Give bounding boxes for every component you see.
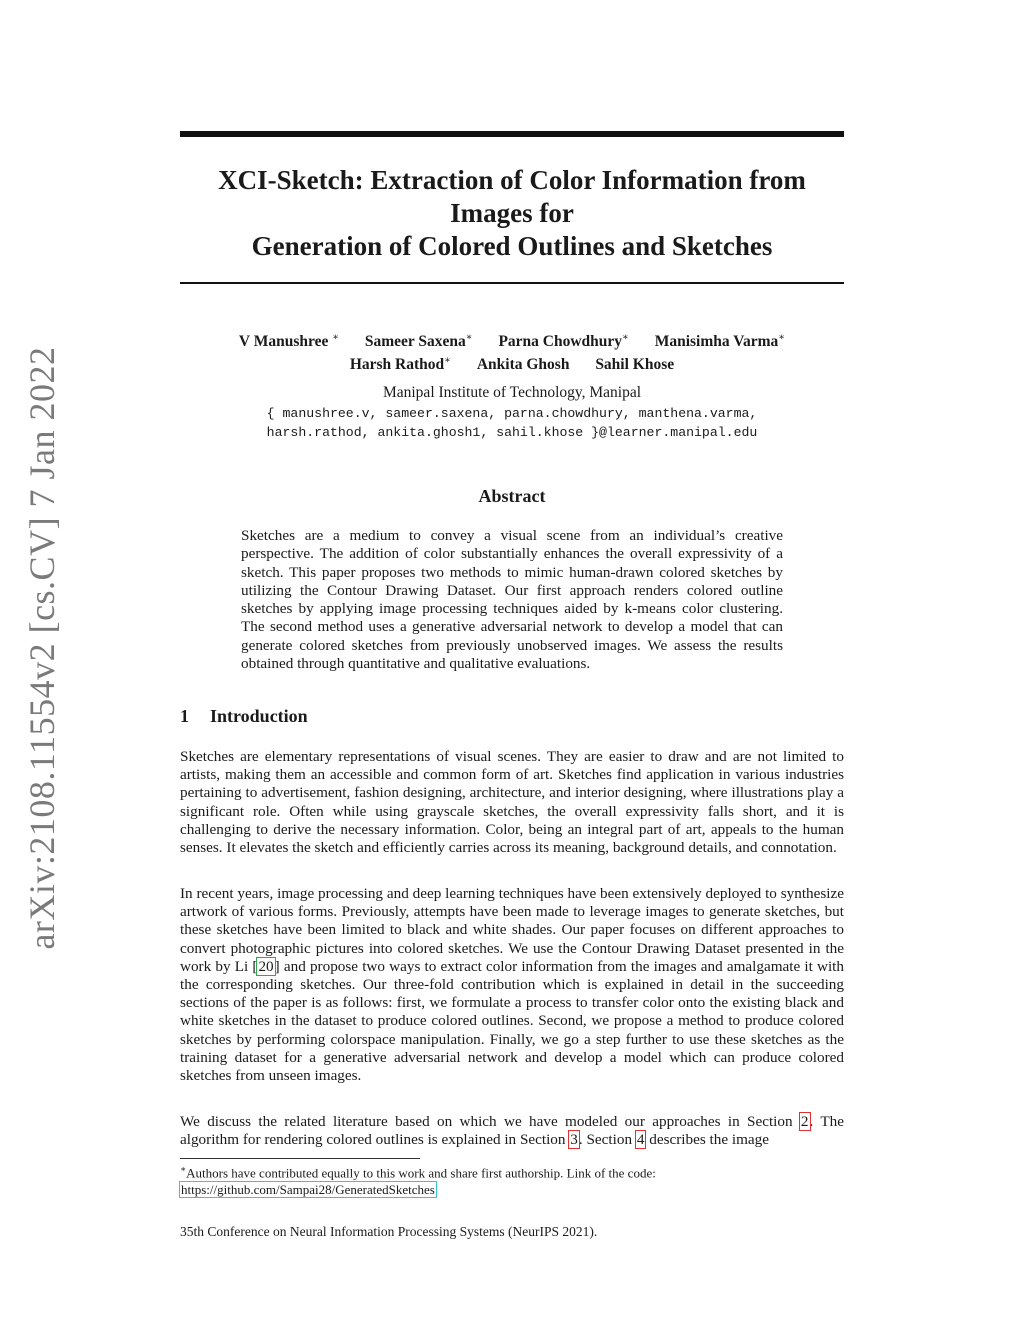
title-line: XCI-Sketch: Extraction of Color Information from: [218, 165, 806, 195]
footnote: ∗Authors have contributed equally to this work and share first authorship. Link of the code: https://github.com/Sampai28/GeneratedSketches: [180, 1164, 656, 1198]
author: V Manushree ∗: [238, 332, 339, 351]
author: Sahil Khose: [595, 356, 675, 374]
section-heading: [180, 706, 308, 727]
venue-note: 35th Conference on Neural Information Processing Systems (NeurIPS 2021).: [180, 1224, 598, 1239]
title-bottom-rule: [180, 282, 844, 284]
footnote-mark: ∗: [180, 1164, 187, 1174]
title-line: Generation of Colored Outlines and Sketches: [251, 231, 773, 261]
author-line: [180, 328, 844, 351]
email-line: harsh.rathod, ankita.ghosh1, sahil.khose }@learner.manipal.edu: [266, 425, 758, 440]
footnote-rule: [180, 1158, 420, 1159]
citation-link[interactable]: 20: [258, 957, 274, 975]
section-ref-link[interactable]: 4: [636, 1131, 645, 1149]
affiliation: Manipal Institute of Technology, Manipal: [382, 384, 642, 401]
section-title: Introduction: [210, 706, 308, 726]
paper-title: [180, 164, 844, 263]
abstract-heading: Abstract: [478, 486, 546, 506]
title-top-rule: [180, 131, 844, 137]
author-list: [180, 328, 844, 374]
section-ref-link[interactable]: 3: [570, 1131, 578, 1149]
author: Ankita Ghosh: [476, 356, 570, 374]
author-emails: [180, 404, 844, 442]
arxiv-identifier: arXiv:2108.11554v2 [cs.CV] 7 Jan 2022: [22, 346, 62, 950]
author: Parna Chowdhury∗: [498, 332, 629, 351]
email-line: { manushree.v, sameer.saxena, parna.chowdhury, manthena.varma,: [266, 406, 758, 421]
author-line: [180, 351, 844, 374]
intro-paragraph-2: In recent years, image processing and deep learning techniques have been extensively deployed to synthesize artwork of various forms. Previously, attempts have been made to leverage images to generate sketches, but these sketches have been limited to black and white shades. Our paper focuses on different approaches to convert photographic pictures into colored sketches. We use the Contour Drawing Dataset presented in the work by Li [20] and propose two ways to extract color information from the images and amalgamate it with the corresponding sketches. Our three-fold contribution which is explained in detail in the succeeding sections of the paper is as follows: first, we formulate a process to transfer color onto the existing black and white sketches in the dataset to produce colored outlines. Second, we propose a method to produce colored sketches by performing colorspace manipulation. Finally, we go a step further to use these sketches as the training dataset for a generative adversarial network and develop a model which can produce colored sketches from unseen images.: [180, 885, 844, 1085]
section-number: 1: [180, 706, 189, 726]
intro-paragraph-1: Sketches are elementary representations of visual scenes. They are easier to draw and are not limited to artists, making them an accessible and common form of art. Sketches find application in various industries pertaining to advertisement, fashion designing, architecture, and interior designing, where illustrations play a significant role. Often while using grayscale sketches, the overall expressivity falls short, and it is challenging to derive the necessary information. Color, being an integral part of art, appeals to the human senses. It elevates the sketch and efficiently carries across its meaning, background details, and connotation.: [180, 748, 844, 857]
author: Manisimha Varma∗: [654, 332, 786, 351]
author: Sameer Saxena∗: [364, 332, 473, 351]
abstract-text: Sketches are a medium to convey a visual scene from an individual’s creative perspective. The addition of color substantially enhances the overall expressivity of a sketch. This paper proposes two methods to mimic human-drawn colored sketches by utilizing the Contour Drawing Dataset. Our first approach renders colored outline sketches by applying image processing techniques aided by k-means color clustering. The second method uses a generative adversarial network to develop a model that can generate colored sketches from previously unobserved images. We assess the results obtained through quantitative and qualitative evaluations.: [241, 527, 783, 673]
section-ref-link[interactable]: 2: [800, 1113, 809, 1130]
intro-paragraph-3: We discuss the related literature based on which we have modeled our approaches in Section 2. The algorithm for rendering colored outlines is explained in Section 3. Section 4 describes the image: [180, 1113, 844, 1149]
code-link[interactable]: https://github.com/Sampai28/GeneratedSketches: [181, 1182, 435, 1198]
title-line: Images for: [450, 198, 574, 228]
author: Harsh Rathod∗: [349, 355, 451, 374]
